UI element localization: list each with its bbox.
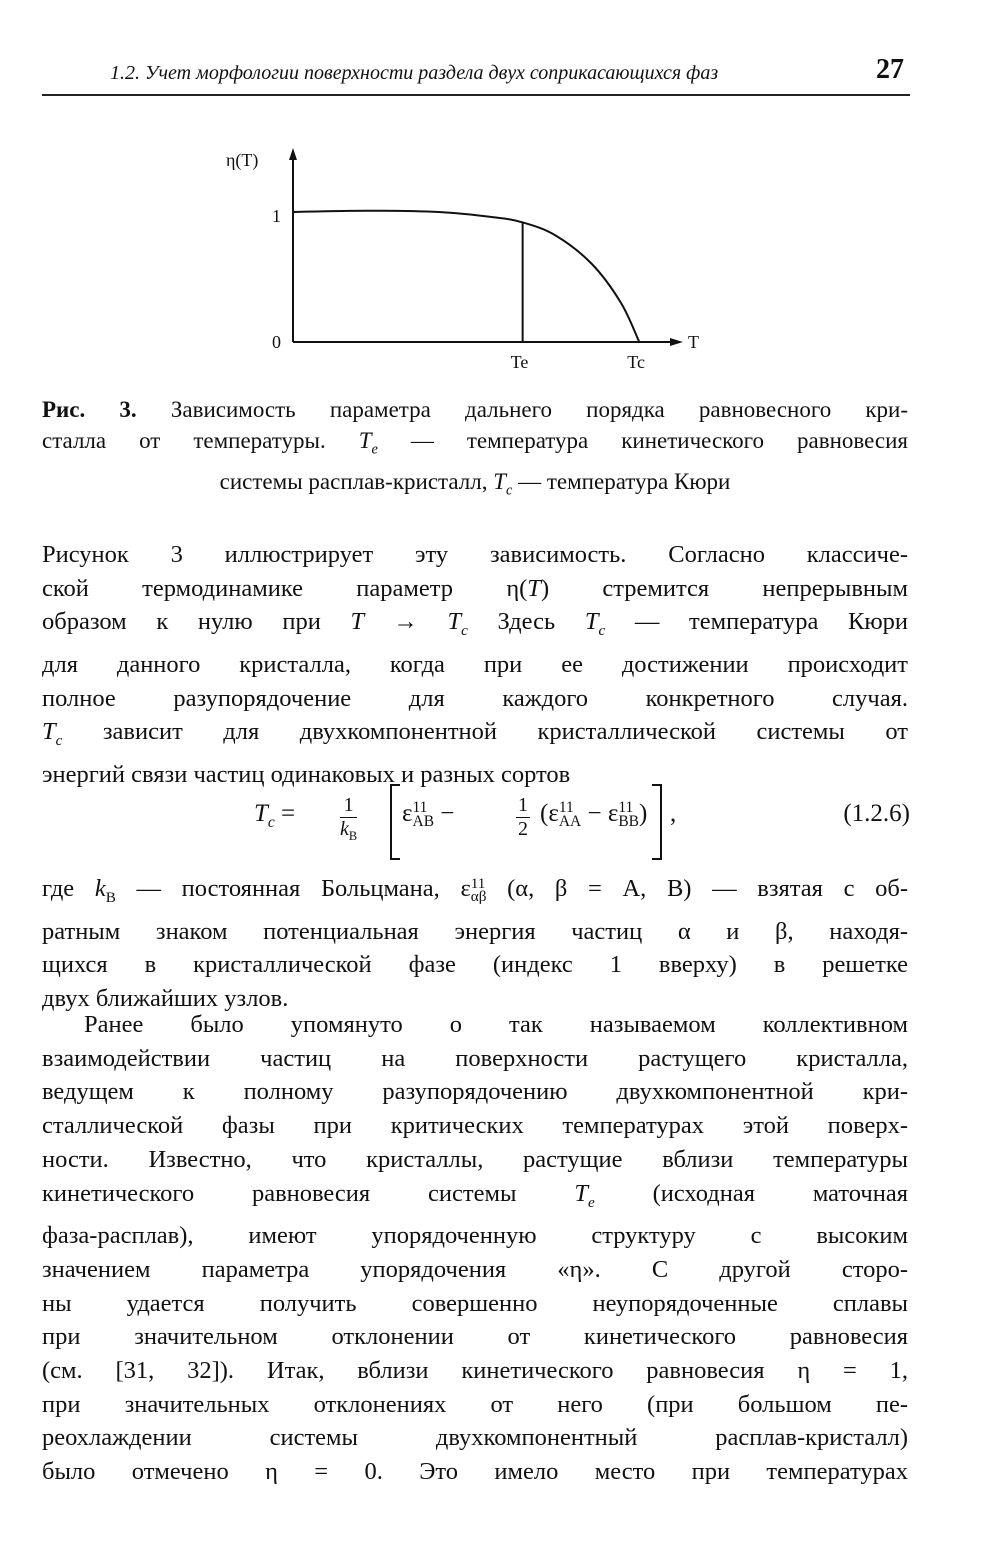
- y-tick-0: 0: [272, 332, 281, 352]
- figure-caption: [42, 394, 908, 506]
- caption-te-sub: e: [371, 441, 378, 458]
- formula-paren-group: (ε 11 AA − ε 11 BB ): [540, 799, 648, 831]
- fraction-1-over-kb: $\frac{1}{k_B}$: [340, 794, 358, 843]
- caption-line2b: — температура кинетического равновесия: [377, 428, 909, 453]
- y-tick-1: 1: [272, 206, 281, 226]
- formula-lhs: $T_c$ =: [254, 800, 296, 831]
- para3-line: реохлаждении системы двухкомпонентный расплав-кристалл): [42, 1424, 908, 1452]
- y-axis-label: η(T): [226, 150, 259, 170]
- caption-te: T: [358, 428, 372, 453]
- running-title: 1.2. Учет морфологии поверхности раздела двух соприкасающихся фаз: [110, 62, 719, 84]
- para1-line: для данного кристалла, когда при ее достижении происходит: [42, 651, 908, 678]
- caption-line2a: сталла от температуры.: [42, 428, 326, 453]
- caption-tc: T: [493, 468, 507, 494]
- x-axis-arrow: [670, 338, 683, 346]
- para3-line: значением параметра упорядочения «η». С другой сторо-: [42, 1255, 908, 1283]
- formula-inner: ε 11 AB −: [402, 799, 455, 831]
- para2-line: ратным знаком потенциальная энергия частиц α и β, находя-: [42, 917, 908, 945]
- para3-line: было отмечено η = 0. Это имело место при температурах: [42, 1458, 908, 1486]
- para1-line: Рисунок 3 иллюстрирует эту зависимость. Согласно классиче-: [42, 541, 908, 568]
- caption-line1: Зависимость параметра дальнего порядка равновесного кри-: [170, 397, 909, 422]
- para3-line: фаза-расплав), имеют упорядоченную структуру с высоким: [42, 1222, 908, 1250]
- para3-line: сталлической фазы при критических температурах этой поверх-: [42, 1112, 908, 1140]
- para2-line: где $k_B$ — постоянная Больцмана, ε 11 αβ (α, β = A, B) — взятая с об-: [42, 874, 908, 906]
- para1-line: полное разупорядочение для каждого конкретного случая.: [42, 684, 908, 712]
- para2-line: щихся в кристаллической фазе (индекс 1 вверху) в решетке: [42, 951, 908, 979]
- paragraph-1: [42, 538, 908, 792]
- caption-line3b: — температура Кюри: [512, 468, 731, 494]
- caption-tc-sub: c: [506, 482, 513, 499]
- te-label: Te: [510, 352, 529, 372]
- para3-line: ведущем к полному разупорядочению двухкомпонентной кри-: [42, 1078, 908, 1106]
- para3-line: при значительных отклонениях от него (при большом пе-: [42, 1390, 908, 1418]
- formula-comma: ,: [670, 800, 677, 827]
- para3-line: ны удается получить совершенно неупорядоченные сплавы: [42, 1289, 908, 1317]
- para1-line: $T_c$ зависит для двухкомпонентной кристаллической системы от: [42, 718, 908, 750]
- para3-line: Ранее было упомянуто о так называемом коллективном: [84, 1011, 908, 1038]
- para2-line: двух ближайших узлов.: [42, 985, 289, 1012]
- para3-line: взаимодействии частиц на поверхности растущего кристалла,: [42, 1044, 908, 1072]
- para1-line: энергий связи частиц одинаковых и разных сортов: [42, 761, 571, 788]
- page-number: 27: [876, 54, 904, 85]
- paragraph-2: [42, 872, 908, 1016]
- para3-line: кинетического равновесия системы $T_e$ (исходная маточная: [42, 1179, 908, 1211]
- caption-line3a: системы расплав-кристалл,: [219, 468, 488, 494]
- caption-label: Рис. 3.: [42, 397, 137, 422]
- para3-line: (см. [31, 32]). Итак, вблизи кинетического равновесия η = 1,: [42, 1356, 908, 1384]
- para1-line: образом к нулю при $T \to T_c$ Здесь $T_c$ — температура Кюри: [42, 608, 908, 640]
- eta-curve: [293, 211, 639, 342]
- paragraph-3: [42, 1008, 908, 1489]
- tc-label: Tc: [627, 352, 645, 372]
- page-header: [42, 52, 910, 96]
- equation-1-2-6: [240, 780, 910, 864]
- para3-line: при значительном отклонении от кинетического равновесия: [42, 1323, 908, 1351]
- fraction-one-half: $\frac{1}{2}$: [518, 794, 528, 840]
- x-axis-label: T: [688, 332, 699, 352]
- para1-line: ской термодинамике параметр η(T) стремится непрерывным: [42, 574, 908, 602]
- y-axis-arrow: [289, 148, 297, 160]
- equation-number: (1.2.6): [843, 800, 910, 827]
- right-bracket: [652, 784, 662, 860]
- left-bracket: [390, 784, 400, 860]
- eta-temperature-figure: [220, 140, 740, 380]
- para3-line: ности. Известно, что кристаллы, растущие вблизи температуры: [42, 1145, 908, 1173]
